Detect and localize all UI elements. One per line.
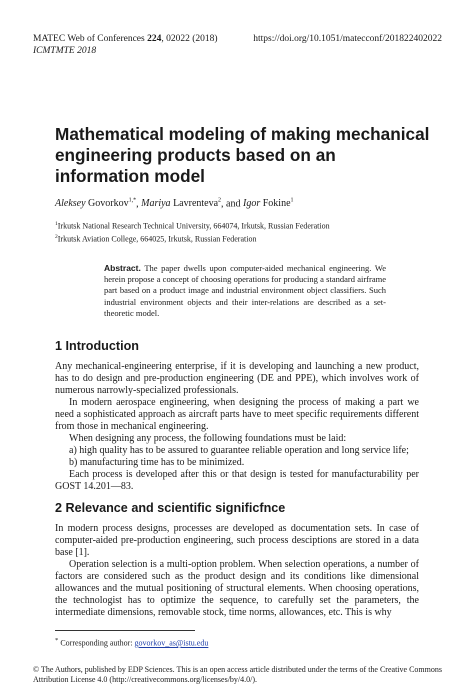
affiliation: $^1$Irkutsk National Research Technical University, 664074, Irkutsk, Russian Federation xyxy=(55,221,330,231)
author-email-link[interactable]: govorkov_as@istu.edu xyxy=(134,638,209,648)
affiliation-list xyxy=(55,219,330,244)
list-item: b) manufacturing time has to be minimized. xyxy=(69,457,245,468)
section-title: 1 Introduction xyxy=(55,339,139,353)
list-item: a) high quality has to be assured to guarantee reliable operation and long service life; xyxy=(69,445,409,456)
doi-link[interactable]: https://doi.org/10.1051/matecconf/201822402022 xyxy=(253,34,442,44)
conference-name: ICMTMTE 2018 xyxy=(33,46,97,56)
license-notice: © The Authors, published by EDP Sciences. This is an open access article distributed under the terms of the Creative Commons Attribution License 4.0 (http://creativecommons.org/licenses/by/4.0/). xyxy=(33,665,442,684)
author: Aleksey Govorkov$^{1,*}$ xyxy=(55,198,137,210)
paper-title: Mathematical modeling of making mechanical engineering products based on an information model xyxy=(55,124,430,186)
section-title: 2 Relevance and scientific significfnce xyxy=(55,501,286,515)
paragraph: Each process is developed after this or that design is tested for manufacturability per GOST 14.201—83. xyxy=(55,469,419,492)
author: Igor Fokine$^1$ xyxy=(243,198,294,210)
paragraph: When designing any process, the following foundations must be laid: xyxy=(69,433,347,444)
footnote-marker: * xyxy=(55,637,59,644)
paragraph: Any mechanical-engineering enterprise, if it is developing and launching a new product, has to do design and pre-production engineering (DE and PPE), which involves work of numerous narrowly-specialized professionals. xyxy=(55,361,419,396)
abstract-label: Abstract. xyxy=(104,263,141,273)
journal-volume: 224 xyxy=(147,34,162,44)
affiliation: $^2$Irkutsk Aviation College, 664025, Irkutsk, Russian Federation xyxy=(55,233,257,244)
section-body xyxy=(55,361,419,493)
paragraph: In modern aerospace engineering, when designing the process of making a part we need a sophisticated approach as aircraft parts have to meet specific requirements different from those in mechanical engineering. xyxy=(55,397,419,432)
paragraph: Operation selection is a multi-option problem. When selection operations, a number of factors are considered such as the product design and its conditions like dimensional allowances and the mutual positioning of structural elements. When choosing operations, the technologist has to optimize the sequence, to carefully set the parameters, the intermediate dimensions, removable stock, time norms, allowances, etc. This is why xyxy=(55,559,419,618)
abstract xyxy=(104,263,386,319)
author-list: Aleksey Govorkov$^{1,*}$, Mariya Lavrenteva$^2$, and Igor Fokine$^1$ xyxy=(55,198,294,210)
abstract-text: The paper dwells upon computer-aided mechanical engineering. We herein propose a concept of choosing operations for producing a standard airframe part based on a product image and industrial environment object classifiers. Such industrial environment objects and their inter-relations are described as a set-theoretic model. xyxy=(104,263,386,318)
journal-line: MATEC Web of Conferences 224, 02022 (2018) xyxy=(33,34,218,44)
section-body xyxy=(55,523,419,619)
footnote xyxy=(55,637,208,648)
paragraph: In modern process designs, processes are developed as documentation sets. In case of computer-aided pre-production engineering, such process desciptions are stored in a data base [1]. xyxy=(55,523,419,558)
footnote-label: Corresponding author: xyxy=(60,638,135,648)
running-header-left xyxy=(33,33,218,57)
footnote-divider xyxy=(55,630,195,631)
author: Mariya Lavrenteva$^2$ xyxy=(141,198,222,210)
